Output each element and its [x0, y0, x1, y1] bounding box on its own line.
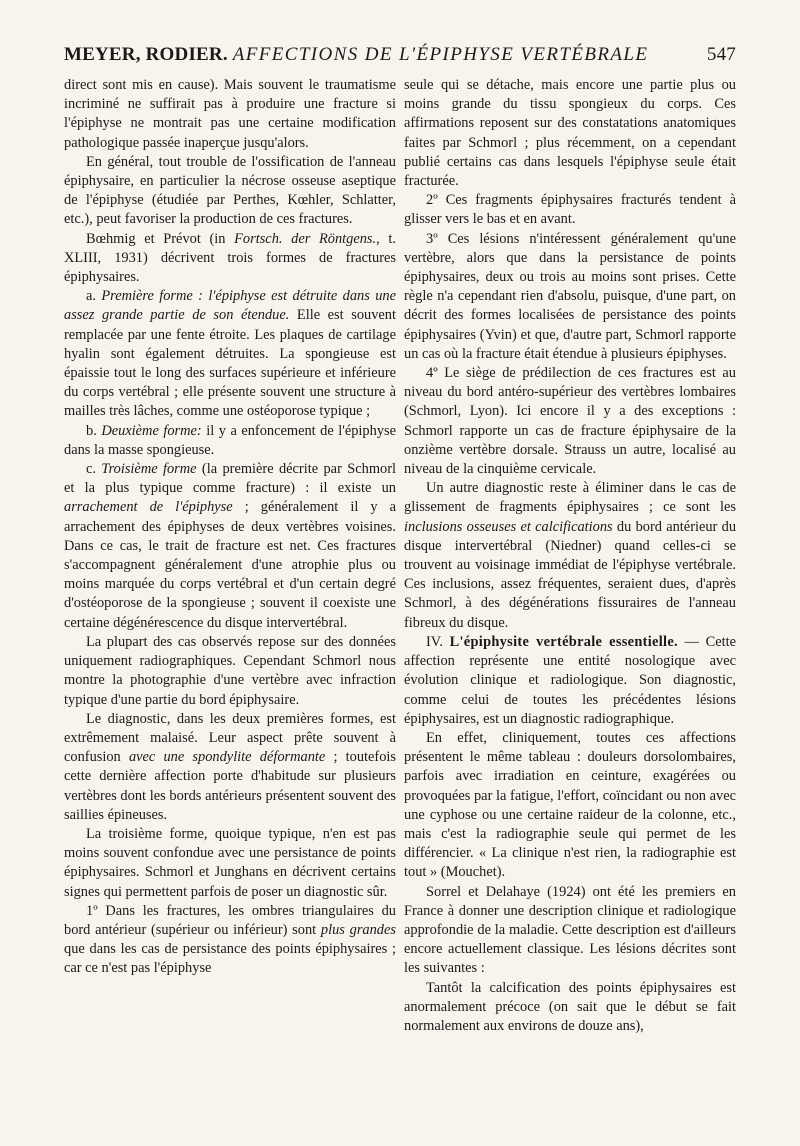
paragraph [404, 633, 736, 729]
right-column [404, 76, 736, 1036]
paragraph-text: Elle est souvent remplacée par une fente étroite. Les plaques de cartilage hyalin sont également détruites. La spongieuse est épaissie tout le long des surfaces supérieure et inférieure du corps vertébral ; elle présente souvent une structure à mailles très lâches, comme une ostéoporose typique ; [64, 307, 396, 420]
header-title: AFFECTIONS DE L'ÉPIPHYSE VERTÉBRALE [232, 44, 649, 65]
paragraph: 2º Ces fragments épiphysaires fracturés tendent à glisser vers le bas et en avant. [404, 192, 736, 228]
italic-text: plus grandes [320, 921, 396, 938]
paragraph-text: c. [86, 461, 102, 478]
paragraph: 3º Ces lésions n'intéressent généralement qu'une vertèbre, alors que dans la persistance de points épiphysaires, deux ou trois au moins sont prises. Cette règle n'a cependant rien d'absolu, puisque, d'une part, on décrit des formes localisées de persistance des points épiphysaires (Yvin) et que, d'autre part, Schmorl rapporte un cas où la fracture était étendue à plusieurs épiphyses. [404, 230, 736, 362]
paragraph-text: Un autre diagnostic reste à éliminer dans le cas de glissement de fragments épiphysaires ; ce sont les [404, 480, 736, 516]
paragraph-text: ; toutefois cette dernière affection porte d'habitude sur plusieurs vertèbres dont les bords antérieurs présentent souvent des saillies épineuses. [64, 749, 397, 823]
paragraph: En effet, cliniquement, toutes ces affections présentent le même tableau : douleurs dorsolombaires, parfois avec irradiation en ceinture, exagérées ou provoquées par la fatigue, l'effort, coïncidant ou non avec une cyphose ou une certaine raideur de la colonne, etc., mais c'est la radiographie seule qui permet de les différencier. « La clinique n'est rien, la radiographie est tout » (Mouchet). [404, 729, 736, 881]
paragraph [64, 710, 396, 825]
paragraph: Tantôt la calcification des points épiphysaires est anormalement précoce (on sait que le début se fait normalement aux environs de douze ans), [404, 979, 736, 1034]
paragraph [404, 479, 736, 633]
paragraph-text: il y a enfoncement de l'épiphyse dans la masse spongieuse. [64, 422, 396, 458]
italic-text: Fortsch. der Röntgens. [234, 230, 377, 247]
italic-text: Première forme : l'épiphyse est détruite dans une assez grande partie de son étendue. [64, 288, 396, 324]
italic-text: avec une spondylite déformante [128, 749, 326, 766]
paragraph-text: Le diagnostic, dans les deux premières formes, est extrêmement malaisé. Leur aspect prête souvent à confusion [64, 710, 396, 766]
paragraph-text: du bord antérieur du disque intervertébral (Niedner) quand celles-ci se trouvent au voisinage immédiat de l'épiphyse vertébrale. Ces inclusions, assez fréquentes, seraient dues, d'après Schmorl, à des dégénérations fissuraires de l'anneau fibreux du disque. [404, 518, 737, 631]
italic-text: Troisième forme [101, 461, 197, 478]
paragraph-text: a. [86, 288, 102, 305]
running-header [64, 44, 736, 74]
paragraph-text: , t. XLIII, 1931) décrivent trois formes de fractures épiphysaires. [64, 230, 396, 286]
paragraph-text: que dans les cas de persistance des points épiphysaires ; car ce n'est pas l'épiphyse [64, 941, 396, 977]
section-heading: L'épiphysite vertébrale essentielle. [449, 633, 678, 650]
page-number: 547 [706, 44, 736, 65]
paragraph-text: b. [86, 422, 102, 439]
paragraph: En général, tout trouble de l'ossification de l'anneau épiphysaire, en particulier la nécrose osseuse aseptique de l'épiphyse (étudiée par Perthes, Kœhler, Schlatter, etc.), peut favoriser la production de ces fractures. [64, 153, 396, 228]
paragraph-text: — Cette affection représente une entité nosologique avec évolution clinique et radiologique. Son diagnostic, comme celui de toutes les précédentes lésions épiphysaires, est un diagnostic radiographique. [404, 633, 737, 727]
italic-text: inclusions osseuses et calcifications [404, 518, 613, 535]
header-left [64, 44, 648, 66]
paragraph: 4º Le siège de prédilection de ces fractures est au niveau du bord antéro-supérieur des vertèbres lombaires (Schmorl, Lyon). Ici encore il y a des exceptions : Schmorl rapporte un cas de fracture épiphysaire de la onzième vertèbre dorsale. Strauss un autre, localisé au niveau de la cinquième cervicale. [404, 365, 736, 478]
italic-text: arrachement de l'épiphyse [64, 499, 233, 516]
header-authors: MEYER, RODIER. [64, 44, 228, 65]
paragraph-text: Bœhmig et Prévot (in [86, 230, 235, 247]
paragraph: direct sont mis en cause). Mais souvent le traumatisme incriminé ne suffirait pas à produire une fracture si l'épiphyse ne montrait pas une certaine modification pathologique passée inaperçue jusqu'alors. [64, 77, 396, 151]
paragraph-text: IV. [426, 633, 450, 650]
paragraph: La plupart des cas observés repose sur des données uniquement radiographiques. Cependant Schmorl nous montre la photographie d'une vertèbre avec infraction typique d'une partie du bord épiphysaire. [64, 633, 396, 708]
paragraph-text: ; généralement il y a arrachement des épiphyses de deux vertèbres voisines. Dans ce cas, le trait de fracture est net. Ces fractures s'accompagnent généralement d'une atrophie plus ou moins marquée du corps vertébral et d'un certain degré d'ostéoporose de la spongieuse ; souvent il coexiste une certaine dégénérescence du disque intervertébral. [64, 499, 397, 631]
left-column [64, 76, 396, 979]
paragraph: Sorrel et Delahaye (1924) ont été les premiers en France à donner une description clinique et radiologique approfondie de la maladie. Cette description est d'ailleurs encore actuellement classique. Les lésions décrites sont les suivantes : [404, 883, 736, 977]
paragraph [64, 230, 396, 288]
paragraph-text: (la première décrite par Schmorl et la plus typique comme fracture) : il existe un [64, 461, 396, 497]
paragraph: La troisième forme, quoique typique, n'en est pas moins souvent confondue avec une persistance de points épiphysaires. Schmorl et Junghans en décrivent certains signes qui permettent parfois de poser un diagnostic sûr. [64, 825, 396, 900]
paragraph [64, 422, 396, 460]
paragraph-text: 1º Dans les fractures, les ombres triangulaires du bord antérieur (supérieur ou inférieur) sont [64, 902, 396, 938]
paragraph [64, 902, 396, 979]
paragraph: seule qui se détache, mais encore une partie plus ou moins grande du tissu spongieux du corps. Ces affirmations reposent sur des constatations anatomiques faites par Schmorl ; plus récemment, on a cependant publié certains cas dans lesquels l'épiphyse seule était fracturée. [404, 77, 736, 190]
italic-text: Deuxième forme: [101, 422, 202, 439]
paragraph [64, 287, 396, 421]
paragraph [64, 460, 396, 633]
